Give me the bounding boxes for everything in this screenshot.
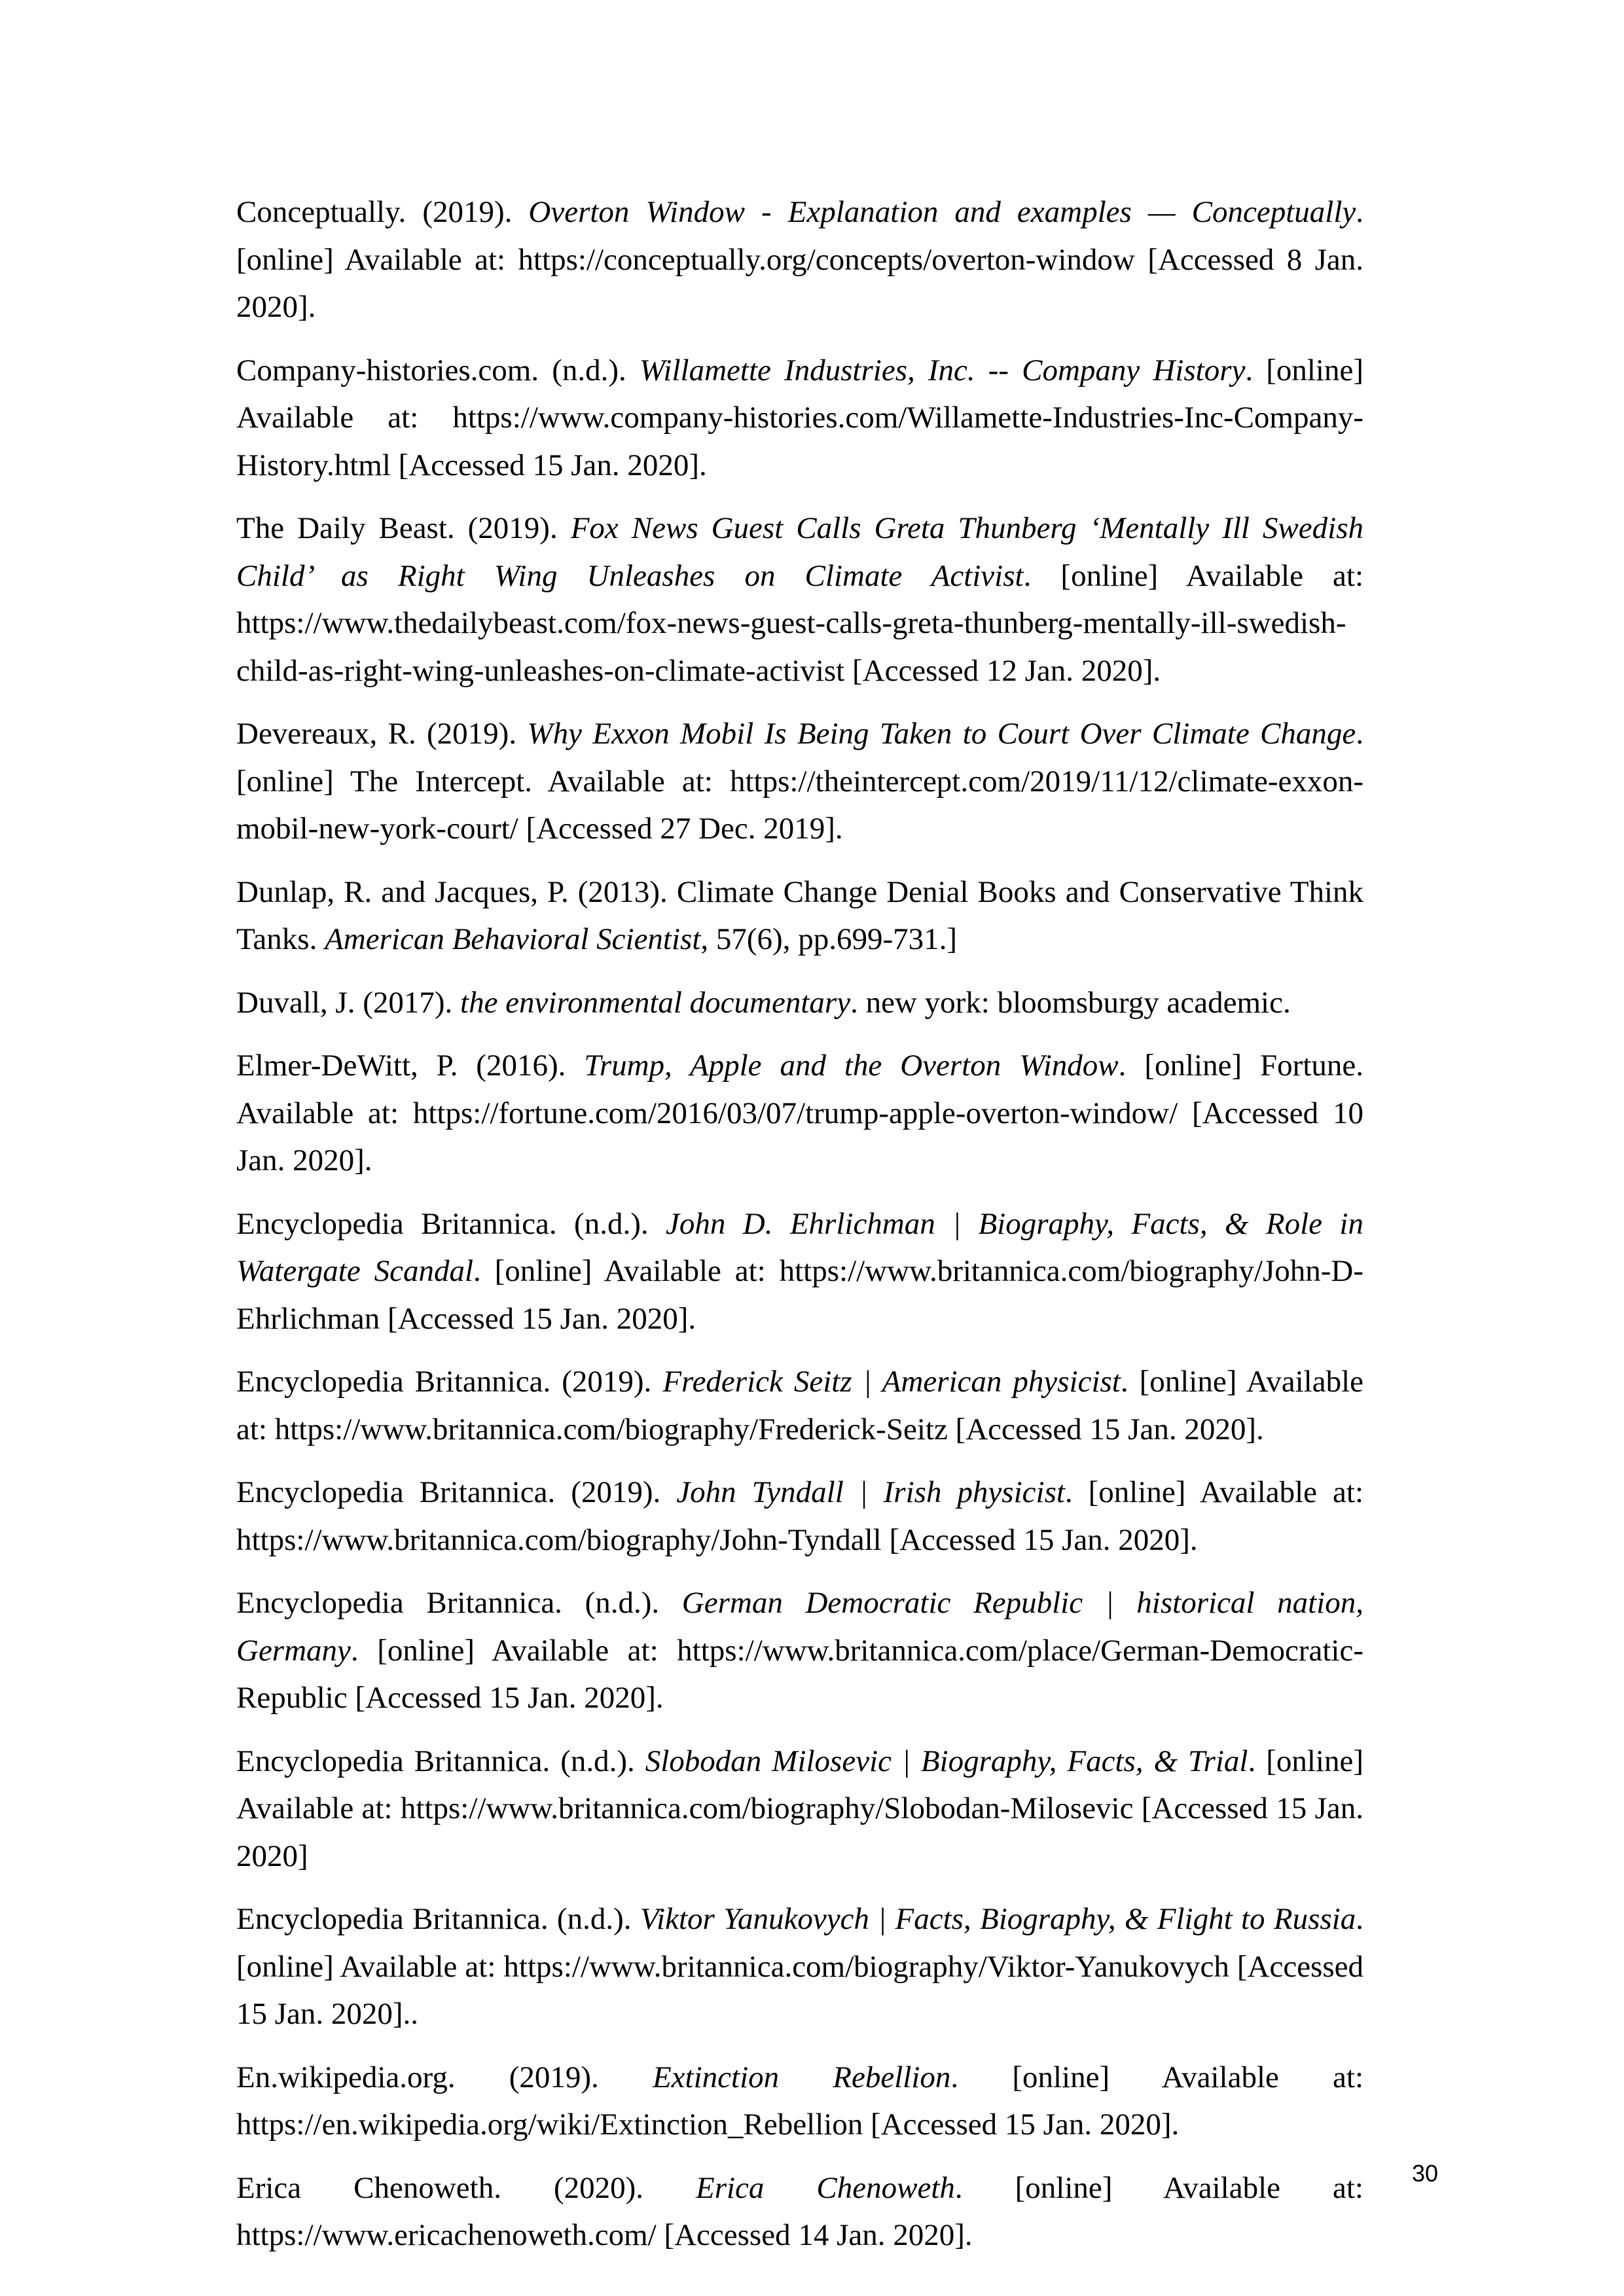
reference-title: Erica Chenoweth (696, 2170, 955, 2205)
reference-details: . [online] Available at: https://www.thedailybeast.com/fox-news-guest-calls-greta-thunberg-mentally-ill-swedish-child-as-right-wing-unleashes-on-climate-activist [Accessed 12 Jan. 2020]. (236, 558, 1364, 688)
reference-details: . [online] Fortune. Available at: https://fortune.com/2016/03/07/trump-apple-overton-window/ [Accessed 10 Jan. 2020]. (236, 1049, 1363, 1177)
reference-details: . [online] Available at: https://www.britannica.com/biography/John-D-Ehrlichman [Accessed 15 Jan. 2020]. (236, 1254, 1364, 1336)
reference-author-date: Encyclopedia Britannica. (n.d.). (236, 1206, 666, 1241)
reference-entry (236, 710, 1363, 853)
reference-entry (236, 1738, 1363, 1880)
reference-title: Fox News Guest Calls Greta Thunberg ‘Mentally Ill Swedish Child’ as Right Wing Unleashes on Climate Activist (236, 511, 1363, 593)
reference-entry (236, 1042, 1363, 1185)
reference-author-date: Erica Chenoweth. (2020). (236, 2170, 696, 2205)
reference-entry (236, 1579, 1363, 1722)
reference-details: . new york: bloomsburgy academic. (850, 985, 1291, 1020)
reference-author-date: Devereaux, R. (2019). (236, 717, 528, 751)
reference-details: . [online] Available at: https://www.company-histories.com/Willamette-Industries-Inc-Company-History.html [Accessed 15 Jan. 2020]. (236, 353, 1364, 482)
reference-entry (236, 1895, 1363, 2038)
reference-title: Trump, Apple and the Overton Window (584, 1049, 1119, 1083)
reference-details: . [online] The Intercept. Available at: https://theintercept.com/2019/11/12/climate-exxon-mobil-new-york-court/ [Accessed 27 Dec. 2019]. (236, 717, 1363, 846)
reference-title: Willamette Industries, Inc. -- Company History (639, 353, 1246, 387)
reference-title: German Democratic Republic | historical nation, Germany (236, 1586, 1363, 1668)
reference-entry (236, 1469, 1363, 1564)
reference-list (236, 188, 1363, 2275)
reference-entry (236, 869, 1363, 963)
reference-author-date: Encyclopedia Britannica. (2019). (236, 1475, 677, 1509)
reference-author-date: Encyclopedia Britannica. (n.d.). (236, 1902, 640, 1936)
reference-entry (236, 505, 1363, 694)
reference-details: . [online] Available at: https://www.britannica.com/biography/Viktor-Yanukovych [Accessed 15 Jan. 2020].. (236, 1902, 1363, 2031)
reference-title: John D. Ehrlichman | Biography, Facts, & Role in Watergate Scandal (236, 1206, 1363, 1288)
reference-author-date: En.wikipedia.org. (2019). (236, 2060, 653, 2094)
reference-details: . [online] Available at: https://www.ericachenoweth.com/ [Accessed 14 Jan. 2020]. (236, 2170, 1363, 2252)
reference-author-date: Dunlap, R. and Jacques, P. (2013). Climate Change Denial Books and Conservative Think Tanks. (236, 874, 1363, 956)
reference-title: Slobodan Milosevic | Biography, Facts, & Trial (645, 1744, 1248, 1778)
reference-entry (236, 2054, 1363, 2149)
reference-details: . [online] Available at: https://www.britannica.com/biography/John-Tyndall [Accessed 15 Jan. 2020]. (236, 1475, 1363, 1557)
reference-author-date: Encyclopedia Britannica. (n.d.). (236, 1744, 645, 1778)
reference-entry (236, 979, 1363, 1027)
reference-author-date: Elmer-DeWitt, P. (2016). (236, 1049, 585, 1083)
reference-details: . [online] Available at: https://www.britannica.com/place/German-Democratic-Republic [Accessed 15 Jan. 2020]. (236, 1633, 1363, 1715)
reference-title: Why Exxon Mobil Is Being Taken to Court Over Climate Change (527, 717, 1356, 751)
reference-author-date: The Daily Beast. (2019). (236, 511, 571, 545)
page-number: 30 (1412, 2160, 1439, 2187)
reference-details: . [online] Available at: https://en.wikipedia.org/wiki/Extinction_Rebellion [Accessed 15 Jan. 2020]. (236, 2060, 1363, 2142)
reference-author-date: Conceptually. (2019). (236, 195, 529, 229)
reference-author-date: Encyclopedia Britannica. (n.d.). (236, 1586, 682, 1620)
reference-entry (236, 347, 1363, 490)
reference-title: Overton Window - Explanation and examples — Conceptually (528, 195, 1356, 229)
reference-entry (236, 188, 1363, 331)
reference-details: , 57(6), pp.699-731.] (700, 922, 958, 956)
reference-title: John Tyndall | Irish physicist (676, 1475, 1065, 1509)
reference-entry (236, 1200, 1363, 1343)
reference-author-date: Duvall, J. (2017). (236, 985, 461, 1020)
reference-title: the environmental documentary (460, 985, 851, 1020)
reference-title: American Behavioral Scientist (325, 922, 701, 956)
reference-details: . [online] Available at: https://conceptually.org/concepts/overton-window [Accessed 8 Jan. 2020]. (236, 195, 1363, 324)
reference-author-date: Encyclopedia Britannica. (2019). (236, 1365, 663, 1399)
reference-entry (236, 1358, 1363, 1453)
reference-title: Viktor Yanukovych | Facts, Biography, & Flight to Russia (640, 1902, 1356, 1936)
reference-author-date: Company-histories.com. (n.d.). (236, 353, 640, 387)
reference-details: . [online] Available at: https://www.britannica.com/biography/Frederick-Seitz [Accessed 15 Jan. 2020]. (236, 1365, 1363, 1446)
reference-title: Extinction Rebellion (652, 2060, 951, 2094)
reference-title: Frederick Seitz | American physicist (662, 1365, 1121, 1399)
reference-entry (236, 2164, 1363, 2259)
reference-details: . [online] Available at: https://www.britannica.com/biography/Slobodan-Milosevic [Accessed 15 Jan. 2020] (236, 1744, 1363, 1873)
